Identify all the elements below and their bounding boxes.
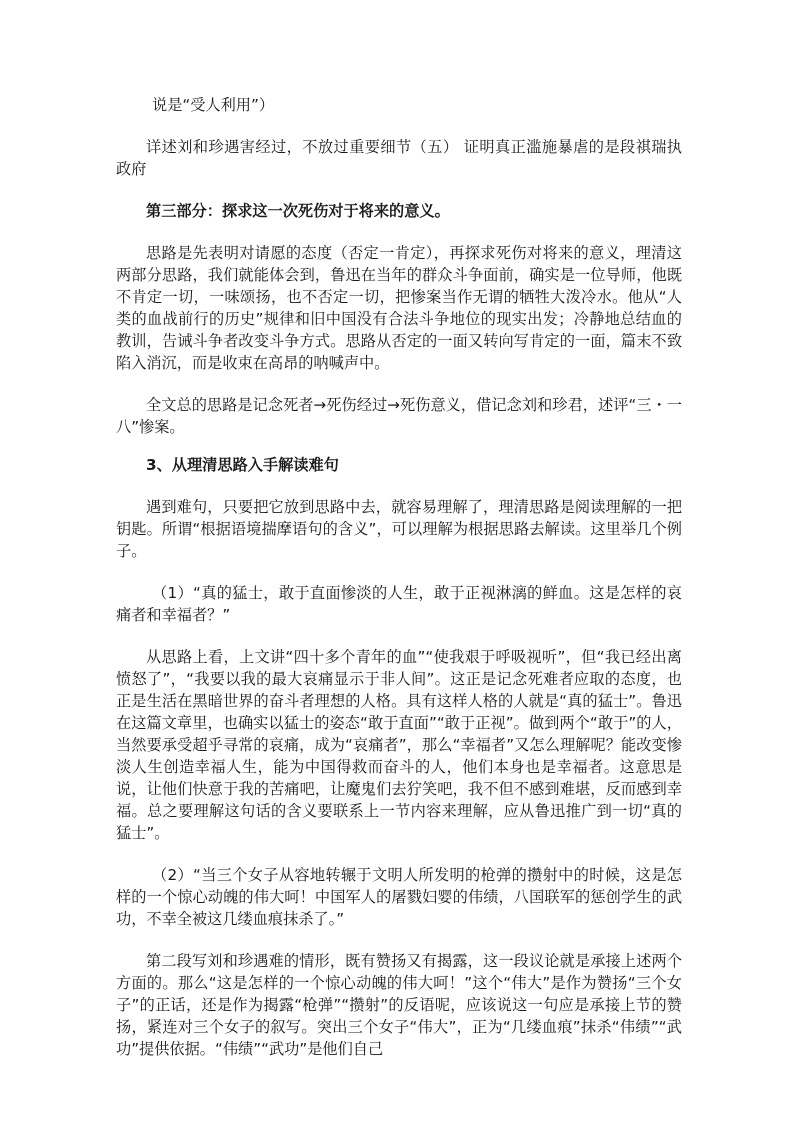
paragraph-difficult-sentences-intro: 遇到难句，只要把它放到思路中去，就容易理解了，理清思路是阅读理解的一把钥匙。所谓“根据语境揣摩语句的含义”，可以理解为根据思路去解读。这里举几个例子。 [116,498,682,560]
paragraph-quote-end: 说是“受人利用”） [152,96,275,114]
example-one-quote: （1）“真的猛士，敢于直面惨淡的人生，敢于正视淋漓的鲜血。这是怎样的哀痛者和幸福者？” [116,584,682,624]
paragraph-details-five: 详述刘和珍遇害经过，不放过重要细节（五） 证明真正滥施暴虐的是段祺瑞执政府 [116,138,682,178]
paragraph-thinking-path: 思路是先表明对请愿的态度（否定一肯定），再探求死伤对将来的意义，理清这两部分思路，我们就能体会到，鲁迅在当年的群众斗争面前，确实是一位导师，他既不肯定一切，一味颂扬，也不否定一切，把惨案当作无谓的牺牲大泼冷水。他从“人类的血战前行的历史”规律和旧中国没有合法斗争地位的现实出发；冷静地总结血的教训，告诫斗争者改变斗争方式。思路从否定的一面又转向写肯定的一面，篇末不致陷入消沉，而是收束在高昂的呐喊声中。 [116,244,682,372]
document-body [116,94,682,1060]
paragraph-example-one-analysis: 从思路上看，上文讲“四十多个青年的血”“使我艰于呼吸视听”，但“我已经出离愤怒了”，“我要以我的最大哀痛显示于非人间”。这正是记念死难者应取的态度，也正是生活在黑暗世界的奋斗者理想的人格。具有这样人格的人就是“真的猛士”。鲁迅在这篇文章里，也确实以猛士的姿态“敢于直面”“敢于正视”。做到两个“敢于”的人，当然要承受超乎寻常的哀痛，成为“哀痛者”，那么“幸福者”又怎么理解呢？能改变惨淡人生创造幸福人生，能为中国得救而奋斗的人，他们本身也是幸福者。这意思是说，让他们快意于我的苦痛吧，让魔鬼们去狞笑吧，我不但不感到难堪，反而感到幸福。总之要理解这句话的含义要联系上一节内容来理解，应从鲁迅推广到一切“真的猛士”。 [116,648,682,842]
paragraph-example-two-analysis: 第二段写刘和珍遇难的情形，既有赞扬又有揭露，这一段议论就是承接上述两个方面的。那么“这是怎样的一个惊心动魄的伟大呵！”这个“伟大”是作为赞扬“三个女子”的正话，还是作为揭露“枪弹”“攒射”的反语呢，应该说这一句应是承接上节的赞扬，紧连对三个女子的叙写。突出三个女子“伟大”，正为“几缕血痕”抹杀“伟绩”“武功”提供依据。“伟绩”“武功”是他们自己 [116,952,682,1058]
paragraph-overall-path: 全文总的思路是记念死者→死伤经过→死伤意义，借记念刘和珍君，述评“三・一八”惨案。 [116,396,682,436]
example-two-quote: （2）“当三个女子从容地转辗于文明人所发明的枪弹的攒射中的时候，这是怎样的一个惊心动魄的伟大呵！中国军人的屠戮妇婴的伟绩，八国联军的惩创学生的武功，不幸全被这几缕血痕抹杀了。” [116,866,682,928]
section-heading-difficult-sentences: 3、从理清思路入手解读难句 [146,456,339,474]
section-heading-part-three: 第三部分：探求这一次死伤对于将来的意义。 [146,202,450,220]
